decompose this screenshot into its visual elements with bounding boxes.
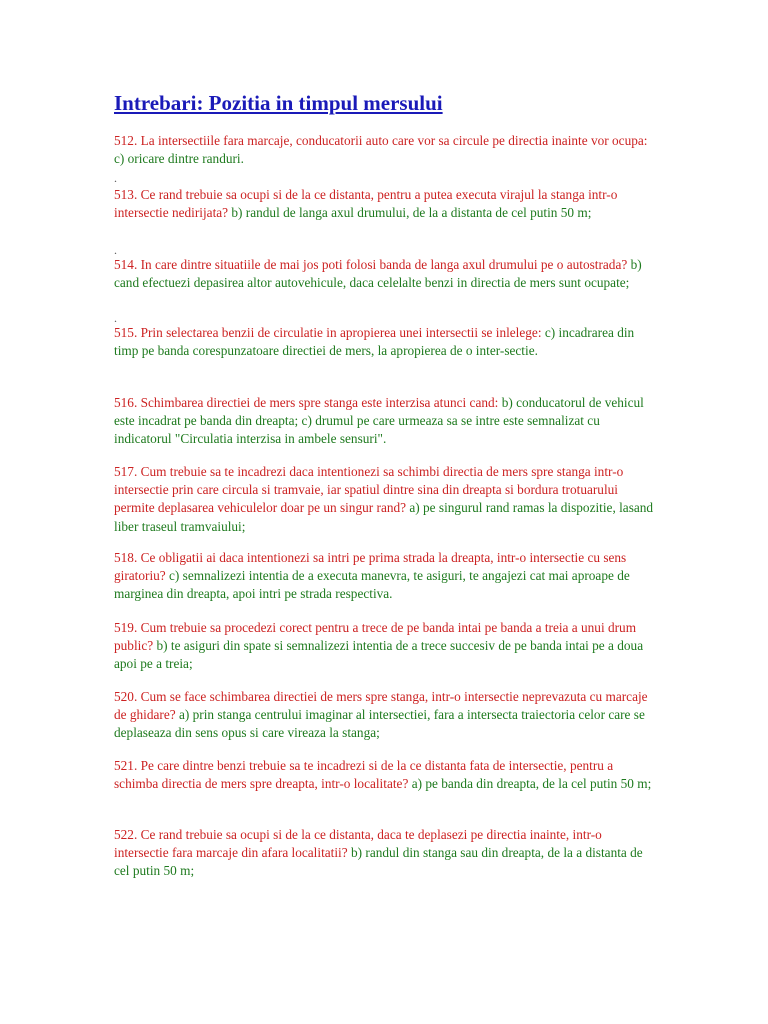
question-text: 519. Cum trebuie sa procedezi corect pentru a trece de pe banda intai pe banda a treia a unui drum public? <box>114 620 637 654</box>
question-text: 521. Pe care dintre benzi trebuie sa te incadrezi si de la ce distanta fata de intersectie, pentru a schimba directia de mers spre dreapta, intr-o localitate? <box>114 758 614 792</box>
page-title[interactable]: Intrebari: Pozitia in timpul mersului <box>114 91 443 115</box>
answer-text: b) te asiguri din spate si semnalizezi intentia de a trece succesiv de pe banda intai pe a doua apoi pe a treia; <box>114 638 644 672</box>
question-520 <box>114 688 654 743</box>
answer-text: a) pe singurul rand ramas la dispozitie, lasand liber traseul tramvaiului; <box>114 500 654 534</box>
separator-dot: . <box>114 311 117 325</box>
separator-dot: . <box>114 243 117 257</box>
question-515 <box>114 324 654 360</box>
question-text: 513. Ce rand trebuie sa ocupi si de la ce distanta, pentru a putea executa virajul la stanga intr-o intersectie nedirijata? <box>114 187 618 221</box>
answer-text: b) cand efectuezi depasirea altor autovehicule, daca celelalte benzi in directia de mers sunt ocupate; <box>114 257 642 291</box>
question-512 <box>114 132 654 168</box>
question-text: 512. La intersectiile fara marcaje, conducatorii auto care vor sa circule pe directia inainte vor ocupa: <box>114 133 648 148</box>
question-text: 517. Cum trebuie sa te incadrezi daca intentionezi sa schimbi directia de mers spre stanga intr-o intersectie prin care circula si tramvaie, iar spatiul dintre sina din dreapta si bordura trotuarului permite deplasarea vehiculelor doar pe un singur rand? <box>114 464 624 516</box>
question-514 <box>114 256 654 292</box>
question-518 <box>114 549 654 604</box>
question-517 <box>114 463 654 536</box>
answer-text: a) pe banda din dreapta, de la cel putin 50 m; <box>411 776 652 792</box>
answer-text: b) conducatorul de vehicul este incadrat pe banda din dreapta; c) drumul pe care urmeaza sa se intre este semnalizat cu indicatorul "Circulatia interzisa in ambele sensuri". <box>114 395 644 447</box>
answer-text: c) semnalizezi intentia de a executa manevra, te asiguri, te angajezi cat mai aproape de marginea din dreapta, apoi intri pe strada respectiva. <box>114 568 630 602</box>
question-text: 518. Ce obligatii ai daca intentionezi sa intri pe prima strada la dreapta, intr-o intersectie cu sens giratoriu? <box>114 550 627 584</box>
answer-text: b) randul de langa axul drumului, de la a distanta de cel putin 50 m; <box>231 205 592 221</box>
answer-text: c) oricare dintre randuri. <box>114 151 244 167</box>
answer-text: a) prin stanga centrului imaginar al intersectiei, fara a intersecta traiectoria celor care se deplaseaza din sens opus si care vireaza la stanga; <box>114 707 645 741</box>
question-513 <box>114 186 654 222</box>
answer-text: b) randul din stanga sau din dreapta, de la a distanta de cel putin 50 m; <box>114 845 643 879</box>
question-text: 514. In care dintre situatiile de mai jos poti folosi banda de langa axul drumului pe o autostrada? <box>114 257 628 272</box>
question-text: 522. Ce rand trebuie sa ocupi si de la ce distanta, daca te deplasezi pe directia inainte, intr-o intersectie fara marcaje din afara localitatii? <box>114 827 602 861</box>
separator-dot: . <box>114 171 117 185</box>
question-519 <box>114 619 654 674</box>
question-text: 520. Cum se face schimbarea directiei de mers spre stanga, intr-o intersectie neprevazuta cu marcaje de ghidare? <box>114 689 648 723</box>
question-text: 515. Prin selectarea benzii de circulatie in apropierea unei intersectii se inlelege: <box>114 325 542 340</box>
question-516 <box>114 394 654 449</box>
question-text: 516. Schimbarea directiei de mers spre stanga este interzisa atunci cand: <box>114 395 499 410</box>
answer-text: c) incadrarea din timp pe banda corespunzatoare directiei de mers, la apropierea de o inter-sectie. <box>114 325 635 359</box>
question-522 <box>114 826 654 881</box>
question-521 <box>114 757 654 793</box>
